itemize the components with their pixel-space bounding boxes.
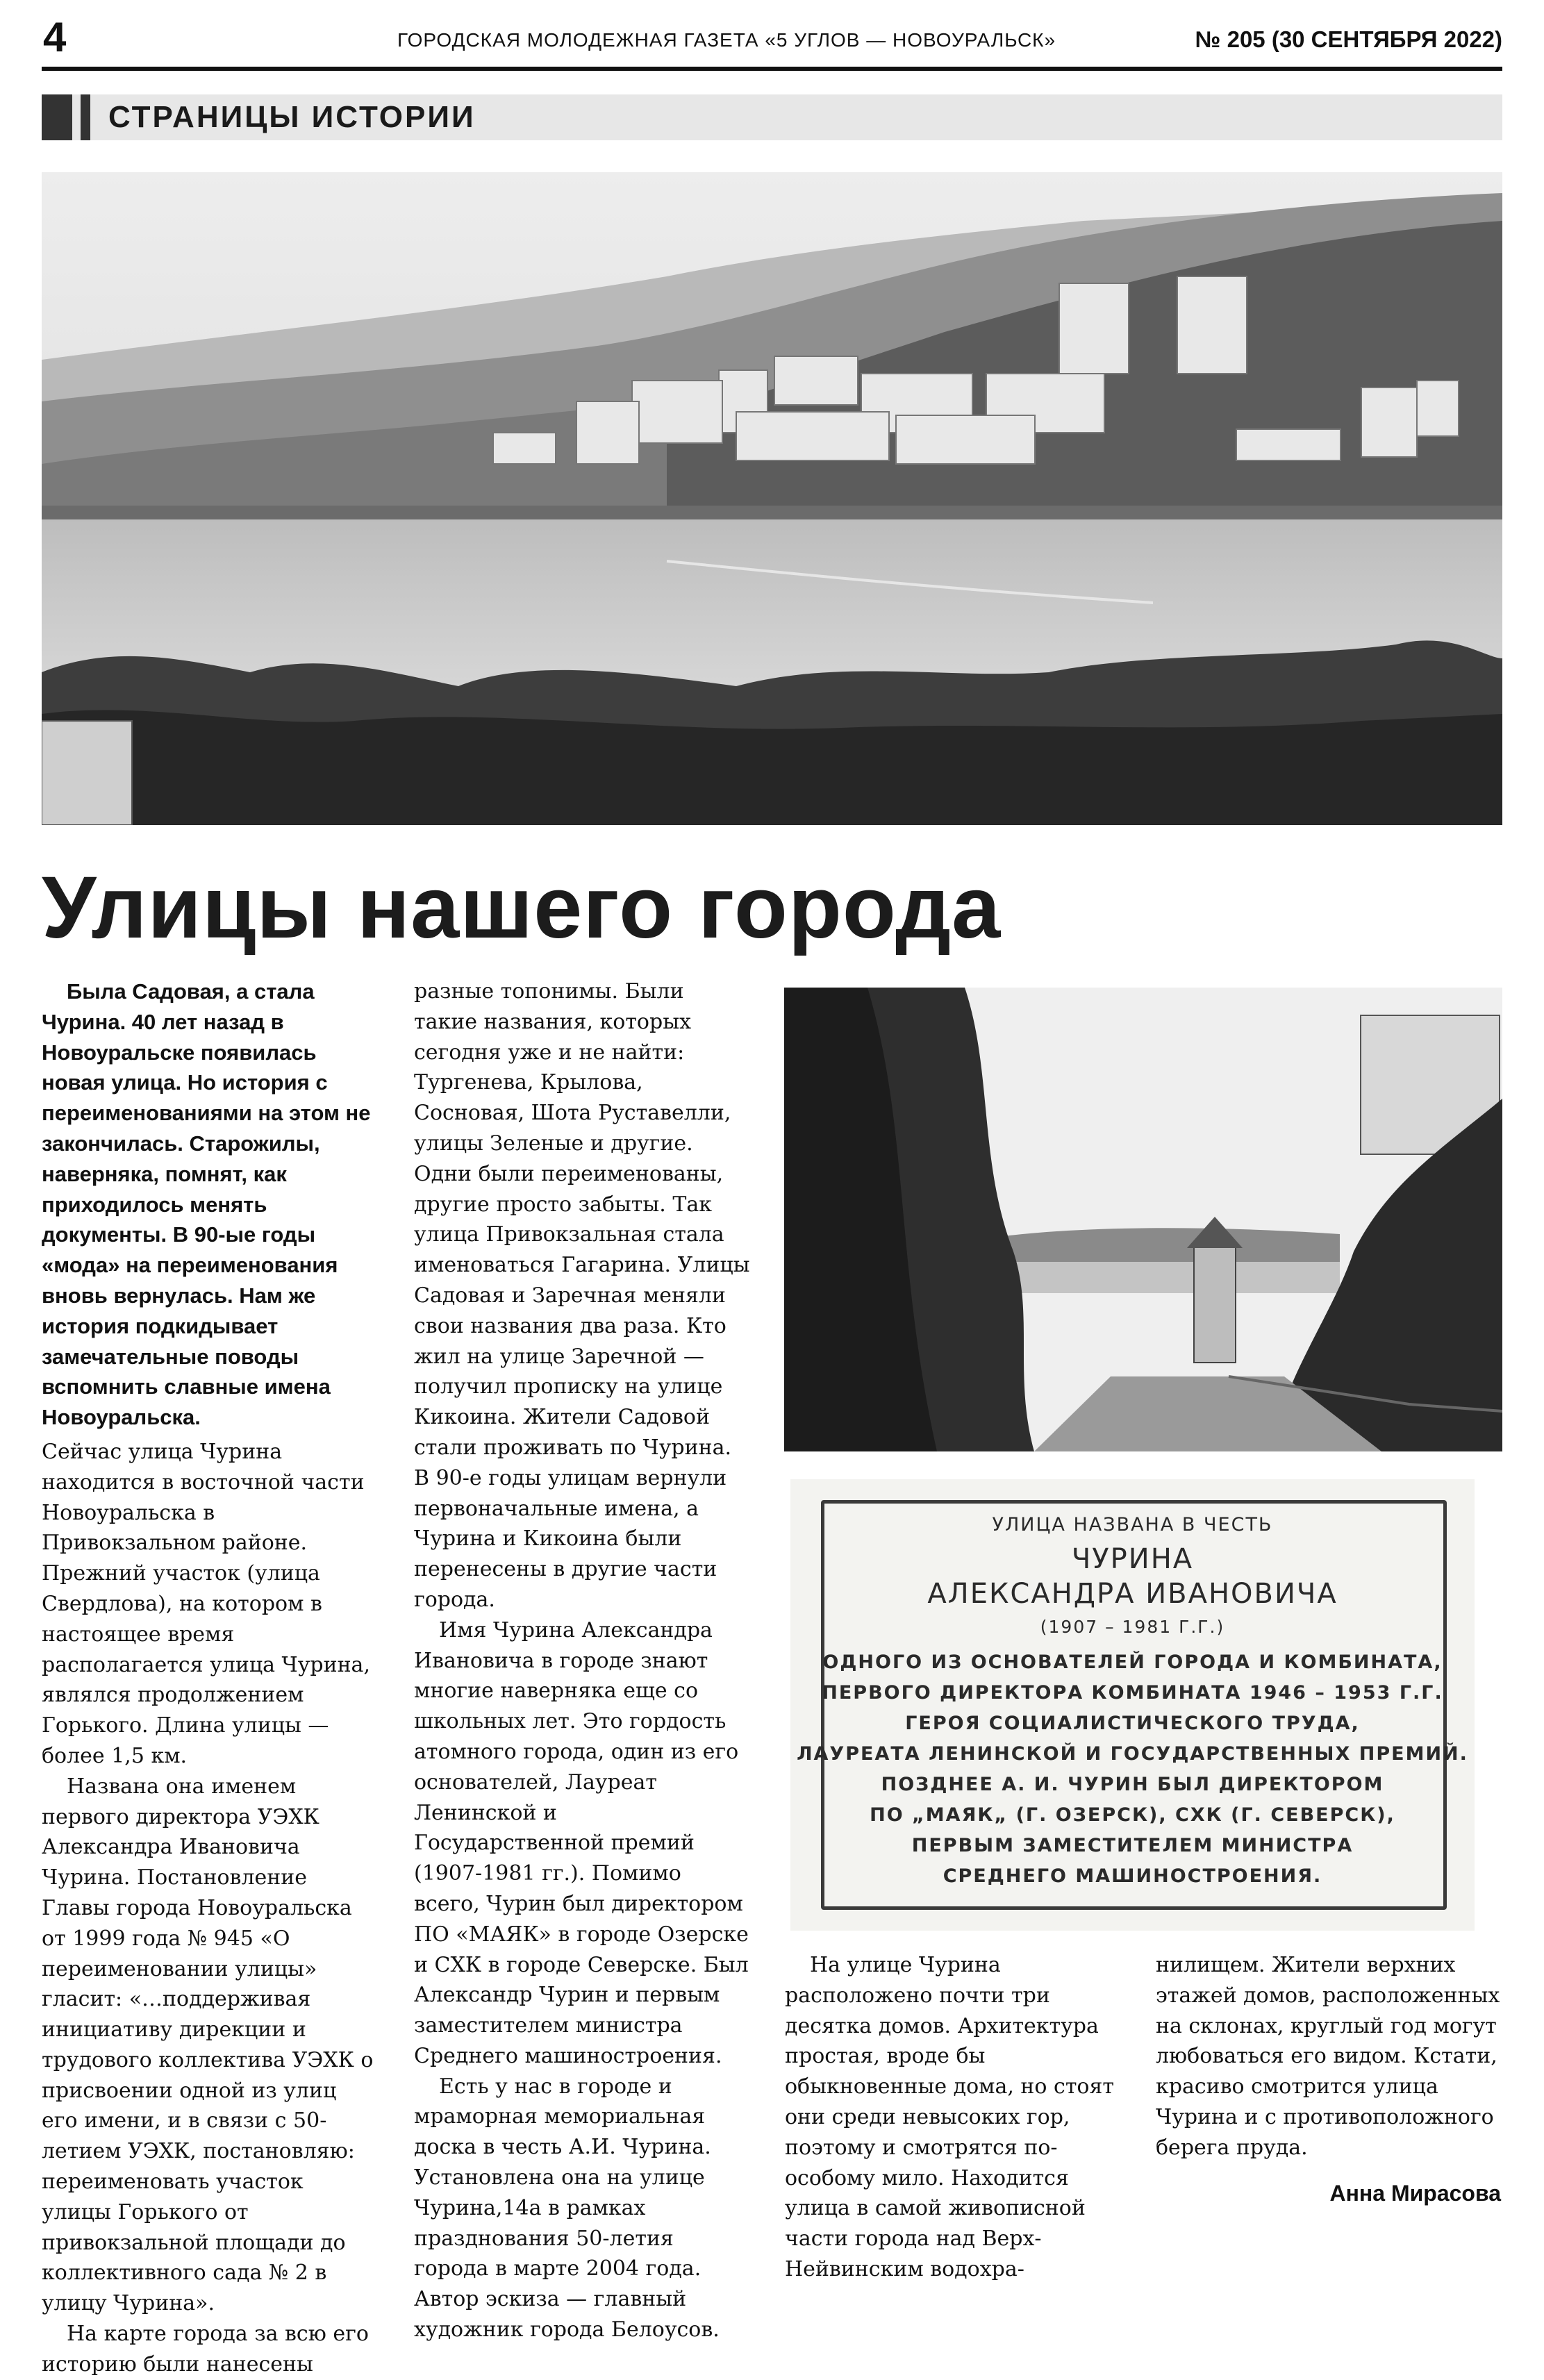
plaque-line: ПОЗДНЕЕ А. И. ЧУРИН БЫЛ ДИРЕКТОРОМ [881, 1774, 1384, 1795]
plaque-line: ОДНОГО ИЗ ОСНОВАТЕЛЕЙ ГОРОДА И КОМБИНАТА, [822, 1651, 1443, 1673]
paragraph: Есть у нас в городе и мраморная мемориальная доска в честь А.И. Чурина. Установлена она на улице Чурина,14а в рамках празднования 50-летия города в марте 2004 года. Автор эскиза — главный художник города Белоусов. [414, 2074, 720, 2342]
plaque-line: ПО „МАЯК„ (Г. ОЗЕРСК), СХК (Г. СЕВЕРСК), [870, 1804, 1395, 1826]
lede: Была Садовая, а стала Чурина. 40 лет назад в Новоуральске появилась новая улица. Но история с переименованиями на этом не закончилась. Старожилы, наверняка, помнят, как приходилось менять документы. В 90-ые годы «мода» на переименования вновь вернулась. Нам же история подкидывает замечательные поводы вспомнить славные имена Новоуральска. [42, 979, 371, 1430]
author-byline: Анна Мирасова [1329, 2181, 1501, 2206]
newspaper-name: ГОРОДСКАЯ МОЛОДЕЖНАЯ ГАЗЕТА «5 УГЛОВ — НОВОУРАЛЬСК» [397, 29, 1056, 51]
city-panorama-image [42, 172, 1502, 825]
article-column-1 [42, 976, 375, 2380]
plaque-line: ЧУРИНА [1071, 1543, 1194, 1575]
plaque-line: УЛИЦА НАЗВАНА В ЧЕСТЬ [992, 1514, 1273, 1536]
paragraph: На улице Чурина расположено почти три десятка домов. Архитектура простая, вроде бы обыкновенные дома, но стоят они среди невысоких гор, поэтому и смотрятся по-особому мило. Находится улица в самой живописной части города над Верх-Нейвинским водохра- [785, 1953, 1115, 2281]
headline: Улицы нашего города [42, 858, 1002, 956]
paragraph: Названа она именем первого директора УЭХК Александра Ивановича Чурина. Постановление Главы города Новоуральска от 1999 года № 945 «О переименовании улицы» гласит: «…поддерживая инициативу дирекции и трудового коллектива УЭХК о присвоении одной из улиц его имени, и в связи с 50-летием УЭХК, постановляю: переименовать участок улицы Горького от привокзальной площади до коллективного сада № 2 в улицу Чурина». [42, 1774, 374, 2316]
paragraph: На карте города за всю его историю были нанесены [42, 2322, 369, 2377]
plaque-line: СРЕДНЕГО МАШИНОСТРОЕНИЯ. [943, 1865, 1322, 1887]
section-marker [42, 94, 72, 140]
plaque-line: ЛАУРЕАТА ЛЕНИНСКОЙ И ГОСУДАРСТВЕННЫХ ПРЕМИЙ. [797, 1743, 1468, 1765]
article-column-2 [414, 976, 752, 2345]
street-view-image [784, 988, 1502, 1451]
plaque-line: (1907 – 1981 Г.Г.) [1040, 1617, 1225, 1637]
section-marker [81, 94, 90, 140]
article-column-3 [785, 1950, 1124, 2285]
page-number: 4 [43, 14, 67, 60]
plaque-line: АЛЕКСАНДРА ИВАНОВИЧА [927, 1578, 1338, 1610]
paragraph: Сейчас улица Чурина находится в восточной части Новоуральска в Привокзальном районе. Прежний участок (улица Свердлова), на котором в настоящее время располагается улица Чурина, являлся продолжением Горького. Длина улицы — более 1,5 км. [42, 1439, 370, 1768]
city-panorama-photo [42, 172, 1502, 825]
plaque-line: ПЕРВЫМ ЗАМЕСТИТЕЛЕМ МИНИСТРА [911, 1835, 1354, 1856]
issue-number: № 205 (30 СЕНТЯБРЯ 2022) [1195, 26, 1502, 52]
section-title: СТРАНИЦЫ ИСТОРИИ [108, 100, 476, 134]
header-rule [42, 67, 1502, 71]
article-column-4 [1156, 1950, 1502, 2163]
paragraph: разные топонимы. Были такие названия, которых сегодня уже и не найти: Тургенева, Крылова, Сосновая, Шота Руставелли, улицы Зеленые и другие. Одни были переименованы, другие просто забыты. Так улица Привокзальная стала именоваться Гагарина. Улицы Садовая и Заречная меняли свои названия два раза. Кто жил на улице Заречной — получил прописку на улице Кикоина. Жители Садовой стали проживать по Чурина. В 90-е годы улицам вернули первоначальные имена, а Чурина и Кикоина были перенесены в другие части города. [414, 979, 750, 1612]
plaque-line: ГЕРОЯ СОЦИАЛИСТИЧЕСКОГО ТРУДА, [905, 1713, 1360, 1734]
plaque-line: ПЕРВОГО ДИРЕКТОРА КОМБИНАТА 1946 – 1953 Г.Г. [822, 1682, 1443, 1704]
paragraph: Имя Чурина Александра Ивановича в городе знают многие наверняка еще со школьных лет. Это гордость атомного города, один из его основателей, Лауреат Ленинской и Государственной премий (1907-1981 гг.). Помимо всего, Чурин был директором ПО «МАЯК» в городе Озерске и СХК в городе Северске. Был Александр Чурин и первым заместителем министра Среднего машиностроения. [414, 1617, 749, 2068]
memorial-plaque-photo [790, 1479, 1475, 1931]
section-bar [42, 94, 1502, 140]
street-view-photo [784, 988, 1502, 1451]
paragraph: нилищем. Жители верхних этажей домов, расположенных на склонах, круглый год могут любоваться его видом. Кстати, красиво смотрится улица Чурина и с противоположного берега пруда. [1156, 1953, 1500, 2160]
